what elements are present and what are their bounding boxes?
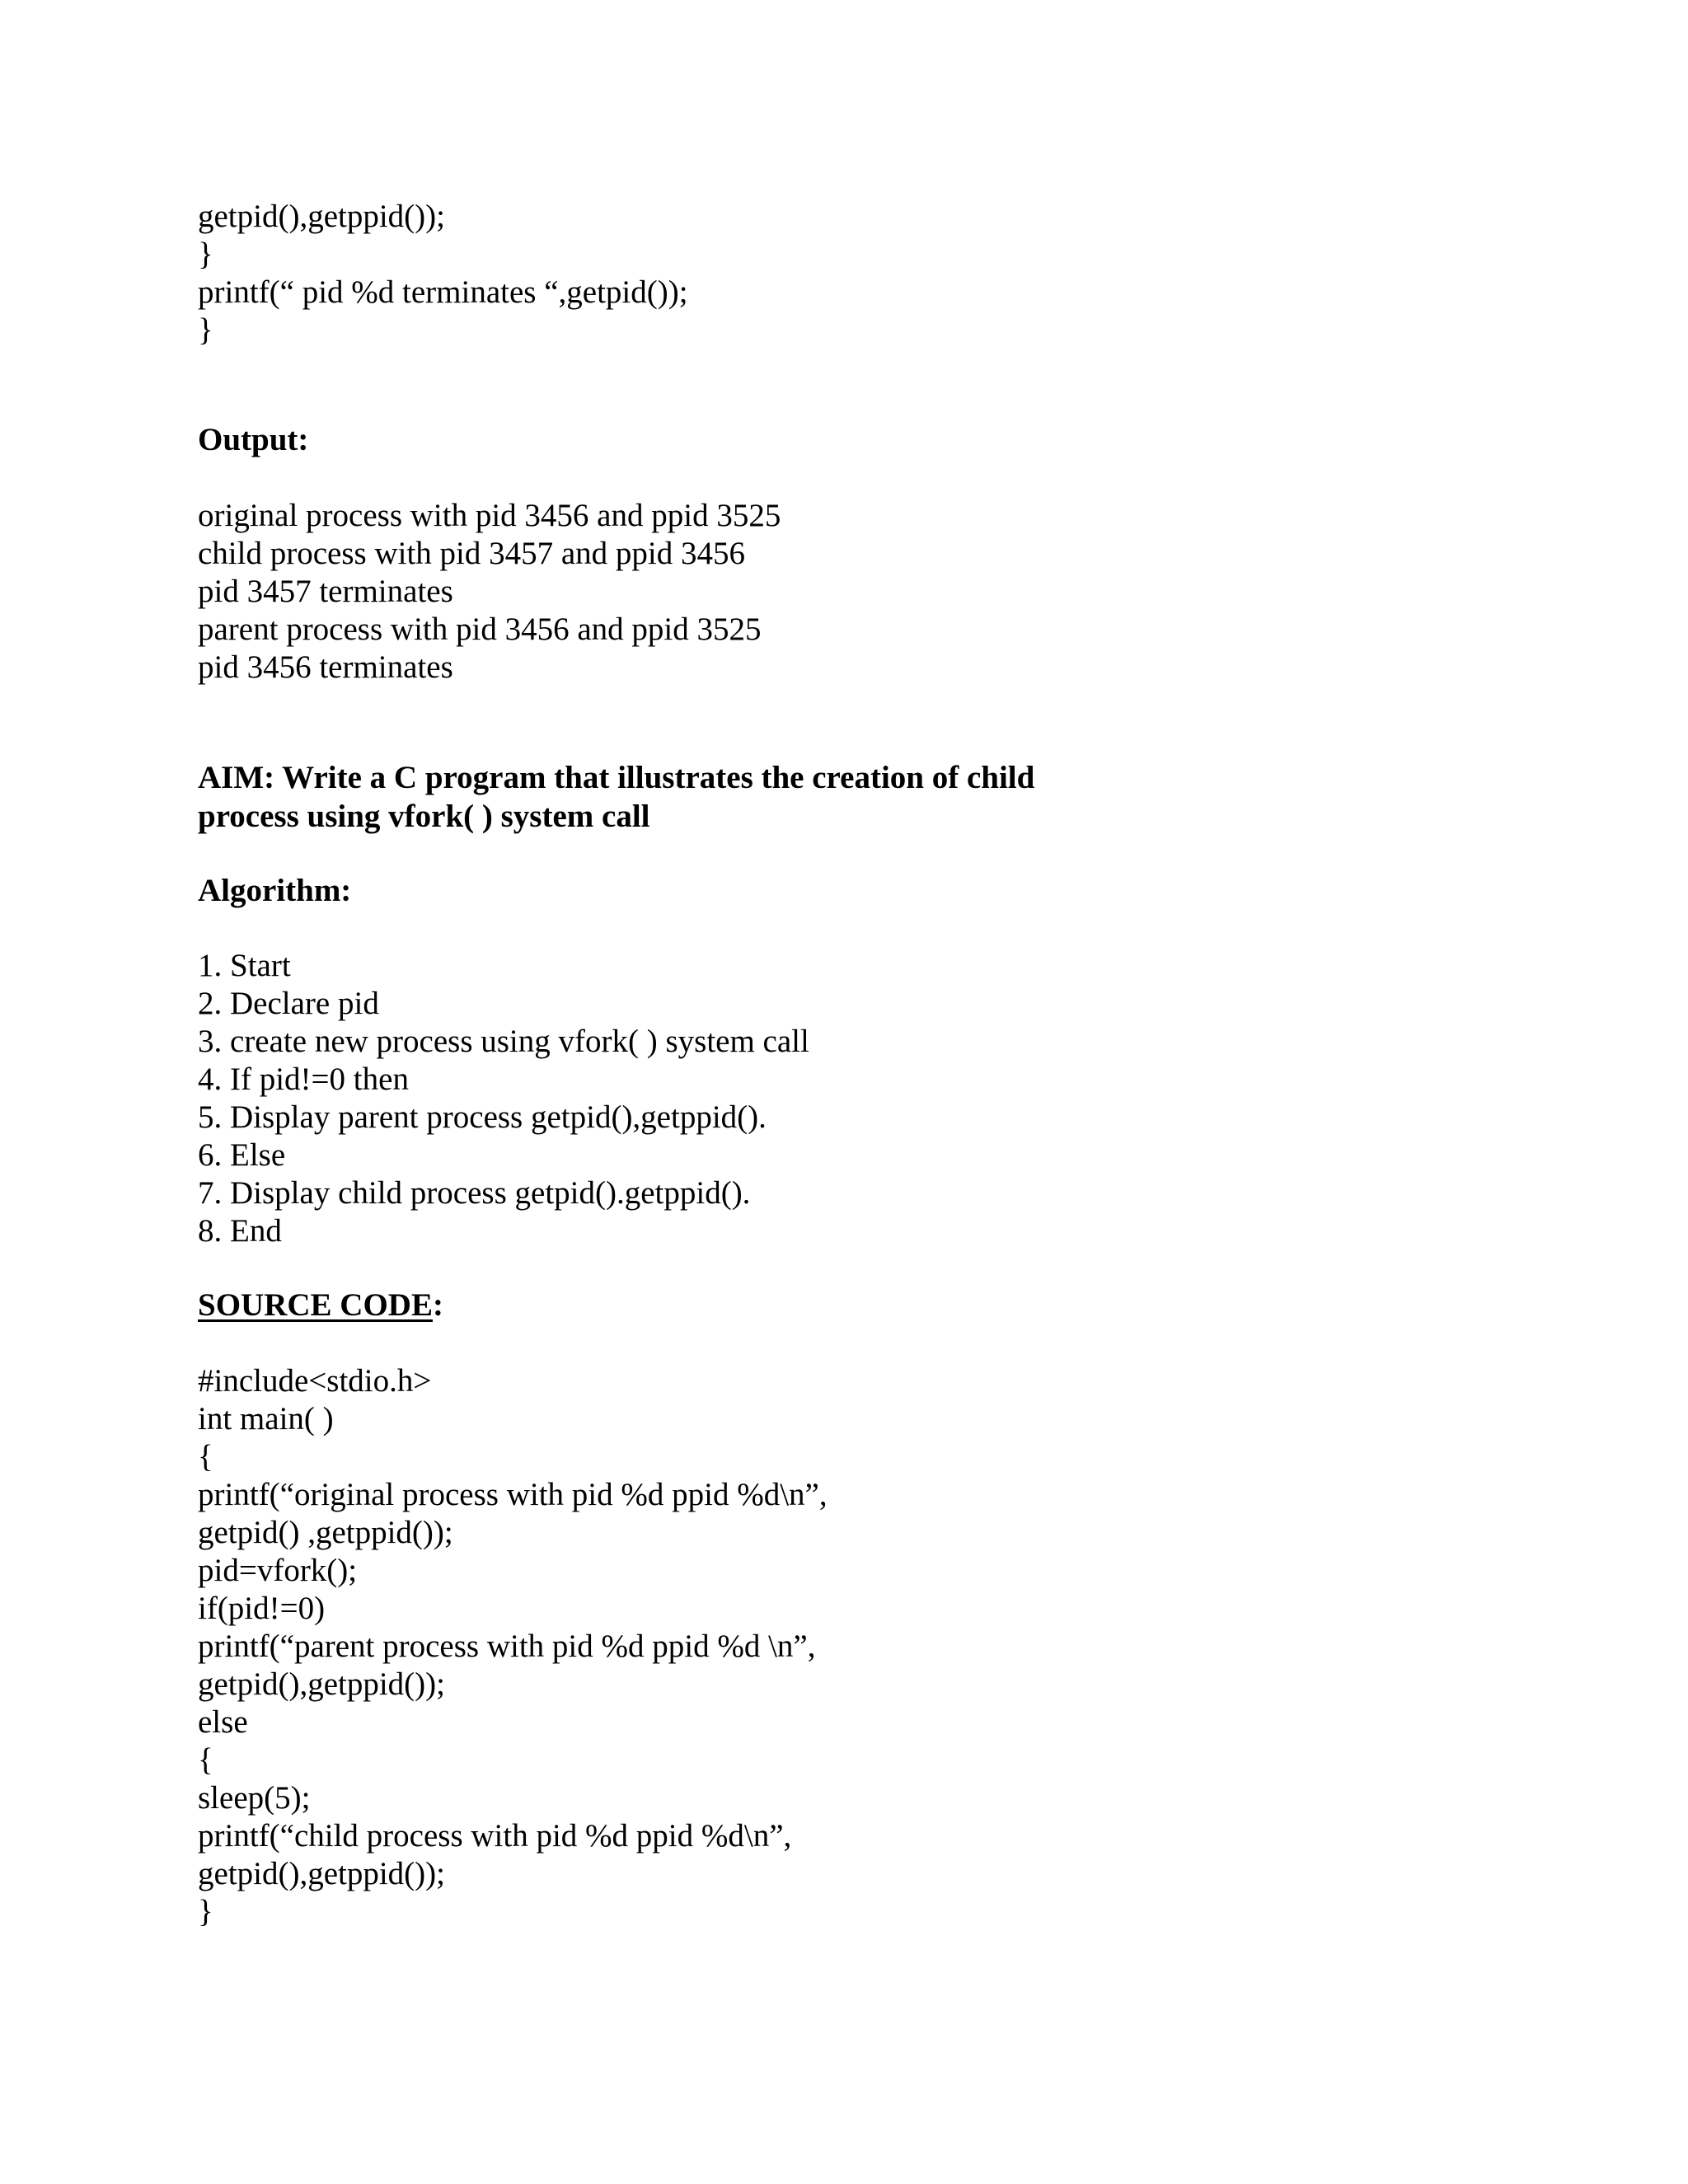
code-line: printf(“child process with pid %d ppid %d\n”,	[198, 1818, 792, 1854]
code-line: int main( )	[198, 1401, 334, 1436]
code-line: getpid(),getppid());	[198, 1666, 445, 1702]
algorithm-step: 3. create new process using vfork( ) system call	[198, 1024, 809, 1059]
source-code-heading-colon: :	[432, 1287, 443, 1323]
output-line: original process with pid 3456 and ppid 3525	[198, 498, 781, 533]
source-heading-block	[198, 1286, 1484, 1324]
code-line: printf(“original process with pid %d ppid %d\n”,	[198, 1477, 828, 1512]
code-line: getpid(),getppid());	[198, 199, 445, 234]
code-line: printf(“ pid %d terminates “,getpid());	[198, 274, 688, 310]
code-line: getpid(),getppid());	[198, 1856, 445, 1891]
algorithm-step: 6. Else	[198, 1137, 286, 1173]
code-line: }	[198, 312, 213, 348]
code-line: #include<stdio.h>	[198, 1363, 432, 1399]
source-code-block	[198, 1362, 1484, 1931]
aim-line: process using vfork( ) system call	[198, 799, 650, 834]
output-line: parent process with pid 3456 and ppid 3525	[198, 612, 762, 647]
algorithm-heading: Algorithm:	[198, 873, 352, 908]
aim-line: AIM: Write a C program that illustrates the creation of child	[198, 760, 1035, 795]
code-line: getpid() ,getppid());	[198, 1515, 453, 1550]
output-heading-block	[198, 421, 1484, 459]
algorithm-step: 5. Display parent process getpid(),getppid().	[198, 1099, 767, 1135]
algorithm-step: 4. If pid!=0 then	[198, 1062, 409, 1097]
output-line: pid 3456 terminates	[198, 649, 453, 685]
algorithm-steps	[198, 947, 1484, 1250]
algorithm-step: 2. Declare pid	[198, 986, 379, 1021]
code-line: {	[198, 1742, 213, 1778]
code-line: }	[198, 237, 213, 272]
output-line: pid 3457 terminates	[198, 574, 453, 609]
code-line: }	[198, 1894, 213, 1929]
code-line: else	[198, 1704, 248, 1740]
aim-block	[198, 758, 1484, 836]
output-line: child process with pid 3457 and ppid 3456	[198, 536, 746, 571]
output-heading: Output:	[198, 422, 309, 457]
source-code-heading-text: SOURCE CODE	[198, 1287, 433, 1323]
top-code-block	[198, 198, 1484, 349]
code-line: sleep(5);	[198, 1780, 311, 1816]
algorithm-step: 8. End	[198, 1213, 282, 1249]
code-line: printf(“parent process with pid %d ppid %d \n”,	[198, 1629, 816, 1664]
algorithm-step: 1. Start	[198, 948, 291, 983]
algorithm-step: 7. Display child process getpid().getppid().	[198, 1175, 751, 1211]
code-line: {	[198, 1439, 213, 1474]
algorithm-heading-block	[198, 872, 1484, 910]
source-code-heading	[198, 1286, 1484, 1324]
code-line: pid=vfork();	[198, 1553, 358, 1588]
output-block	[198, 497, 1484, 687]
code-line: if(pid!=0)	[198, 1591, 326, 1626]
